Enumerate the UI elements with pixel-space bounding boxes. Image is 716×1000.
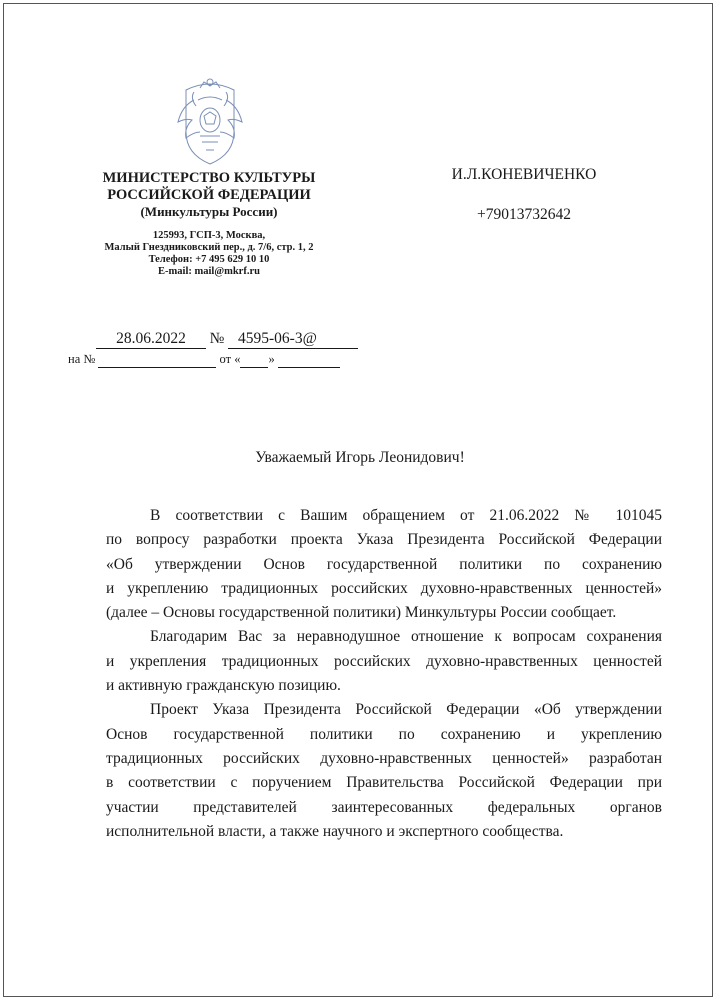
ministry-name-line1: МИНИСТЕРСТВО КУЛЬТУРЫ	[102, 170, 316, 186]
reply-day-blank	[240, 352, 268, 368]
reply-close-quote: »	[268, 352, 275, 366]
address-line: Малый Гнездниковский пер., д. 7/6, стр. 1, 2	[104, 242, 314, 253]
address-line: 125993, ГСП-3, Москва,	[152, 230, 266, 241]
body-line: по вопросу разработки проекта Указа Президента Российской Федерации	[106, 531, 662, 549]
body-line: Благодарим Вас за неравнодушное отношение к вопросам сохранения	[150, 628, 662, 646]
body-line: «Об утверждении Основ государственной политики по сохранению	[106, 555, 662, 573]
reply-number-label: на №	[68, 352, 96, 366]
recipient-phone: +79013732642	[477, 206, 571, 223]
reply-number-blank	[98, 352, 216, 368]
recipient-name: И.Л.КОНЕВИЧЕНКО	[451, 166, 597, 183]
body-line: и активную гражданскую позицию.	[106, 677, 341, 695]
email-line: E-mail: mail@mkrf.ru	[158, 266, 260, 277]
body-line: Проект Указа Президента Российской Федерации «Об утверждении	[150, 701, 662, 719]
coat-of-arms-emblem	[164, 70, 256, 170]
body-line: и укреплению традиционных российских духовно-нравственных ценностей»	[106, 579, 662, 597]
ministry-name-line2: РОССИЙСКОЙ ФЕДЕРАЦИИ	[107, 187, 311, 203]
reply-month-blank	[278, 352, 340, 368]
body-line: В соответствии с Вашим обращением от 21.06.2022 № 101045	[150, 507, 662, 524]
body-line: в соответствии с поручением Правительства Российской Федерации при	[106, 774, 662, 792]
letter-page	[3, 3, 713, 997]
greeting: Уважаемый Игорь Леонидович!	[255, 449, 465, 466]
body-line: участии представителей заинтересованных федеральных органов	[106, 798, 662, 816]
number-sign: №	[209, 330, 225, 347]
phone-line: Телефон: +7 495 629 10 10	[148, 254, 270, 265]
body-line: и укрепления традиционных российских духовно-нравственных ценностей	[106, 652, 662, 670]
body-line: традиционных российских духовно-нравственных ценностей» разработан	[106, 749, 662, 767]
registration-date: 28.06.2022	[96, 330, 206, 349]
body-line: (далее – Основы государственной политики) Минкультуры России сообщает.	[106, 604, 617, 622]
letter-body	[106, 504, 662, 844]
reply-from-label: от «	[219, 352, 241, 366]
ministry-header	[84, 170, 334, 278]
registration-number: 4595-06-3@	[228, 330, 358, 349]
ministry-short-name: (Минкультуры России)	[140, 204, 278, 219]
reply-reference-line	[68, 352, 340, 368]
ministry-address	[84, 230, 334, 278]
registration-line	[96, 330, 358, 349]
body-line: исполнительной власти, а также научного и экспертного сообщества.	[106, 822, 564, 840]
body-line: Основ государственной политики по сохранению и укреплению	[106, 725, 662, 743]
